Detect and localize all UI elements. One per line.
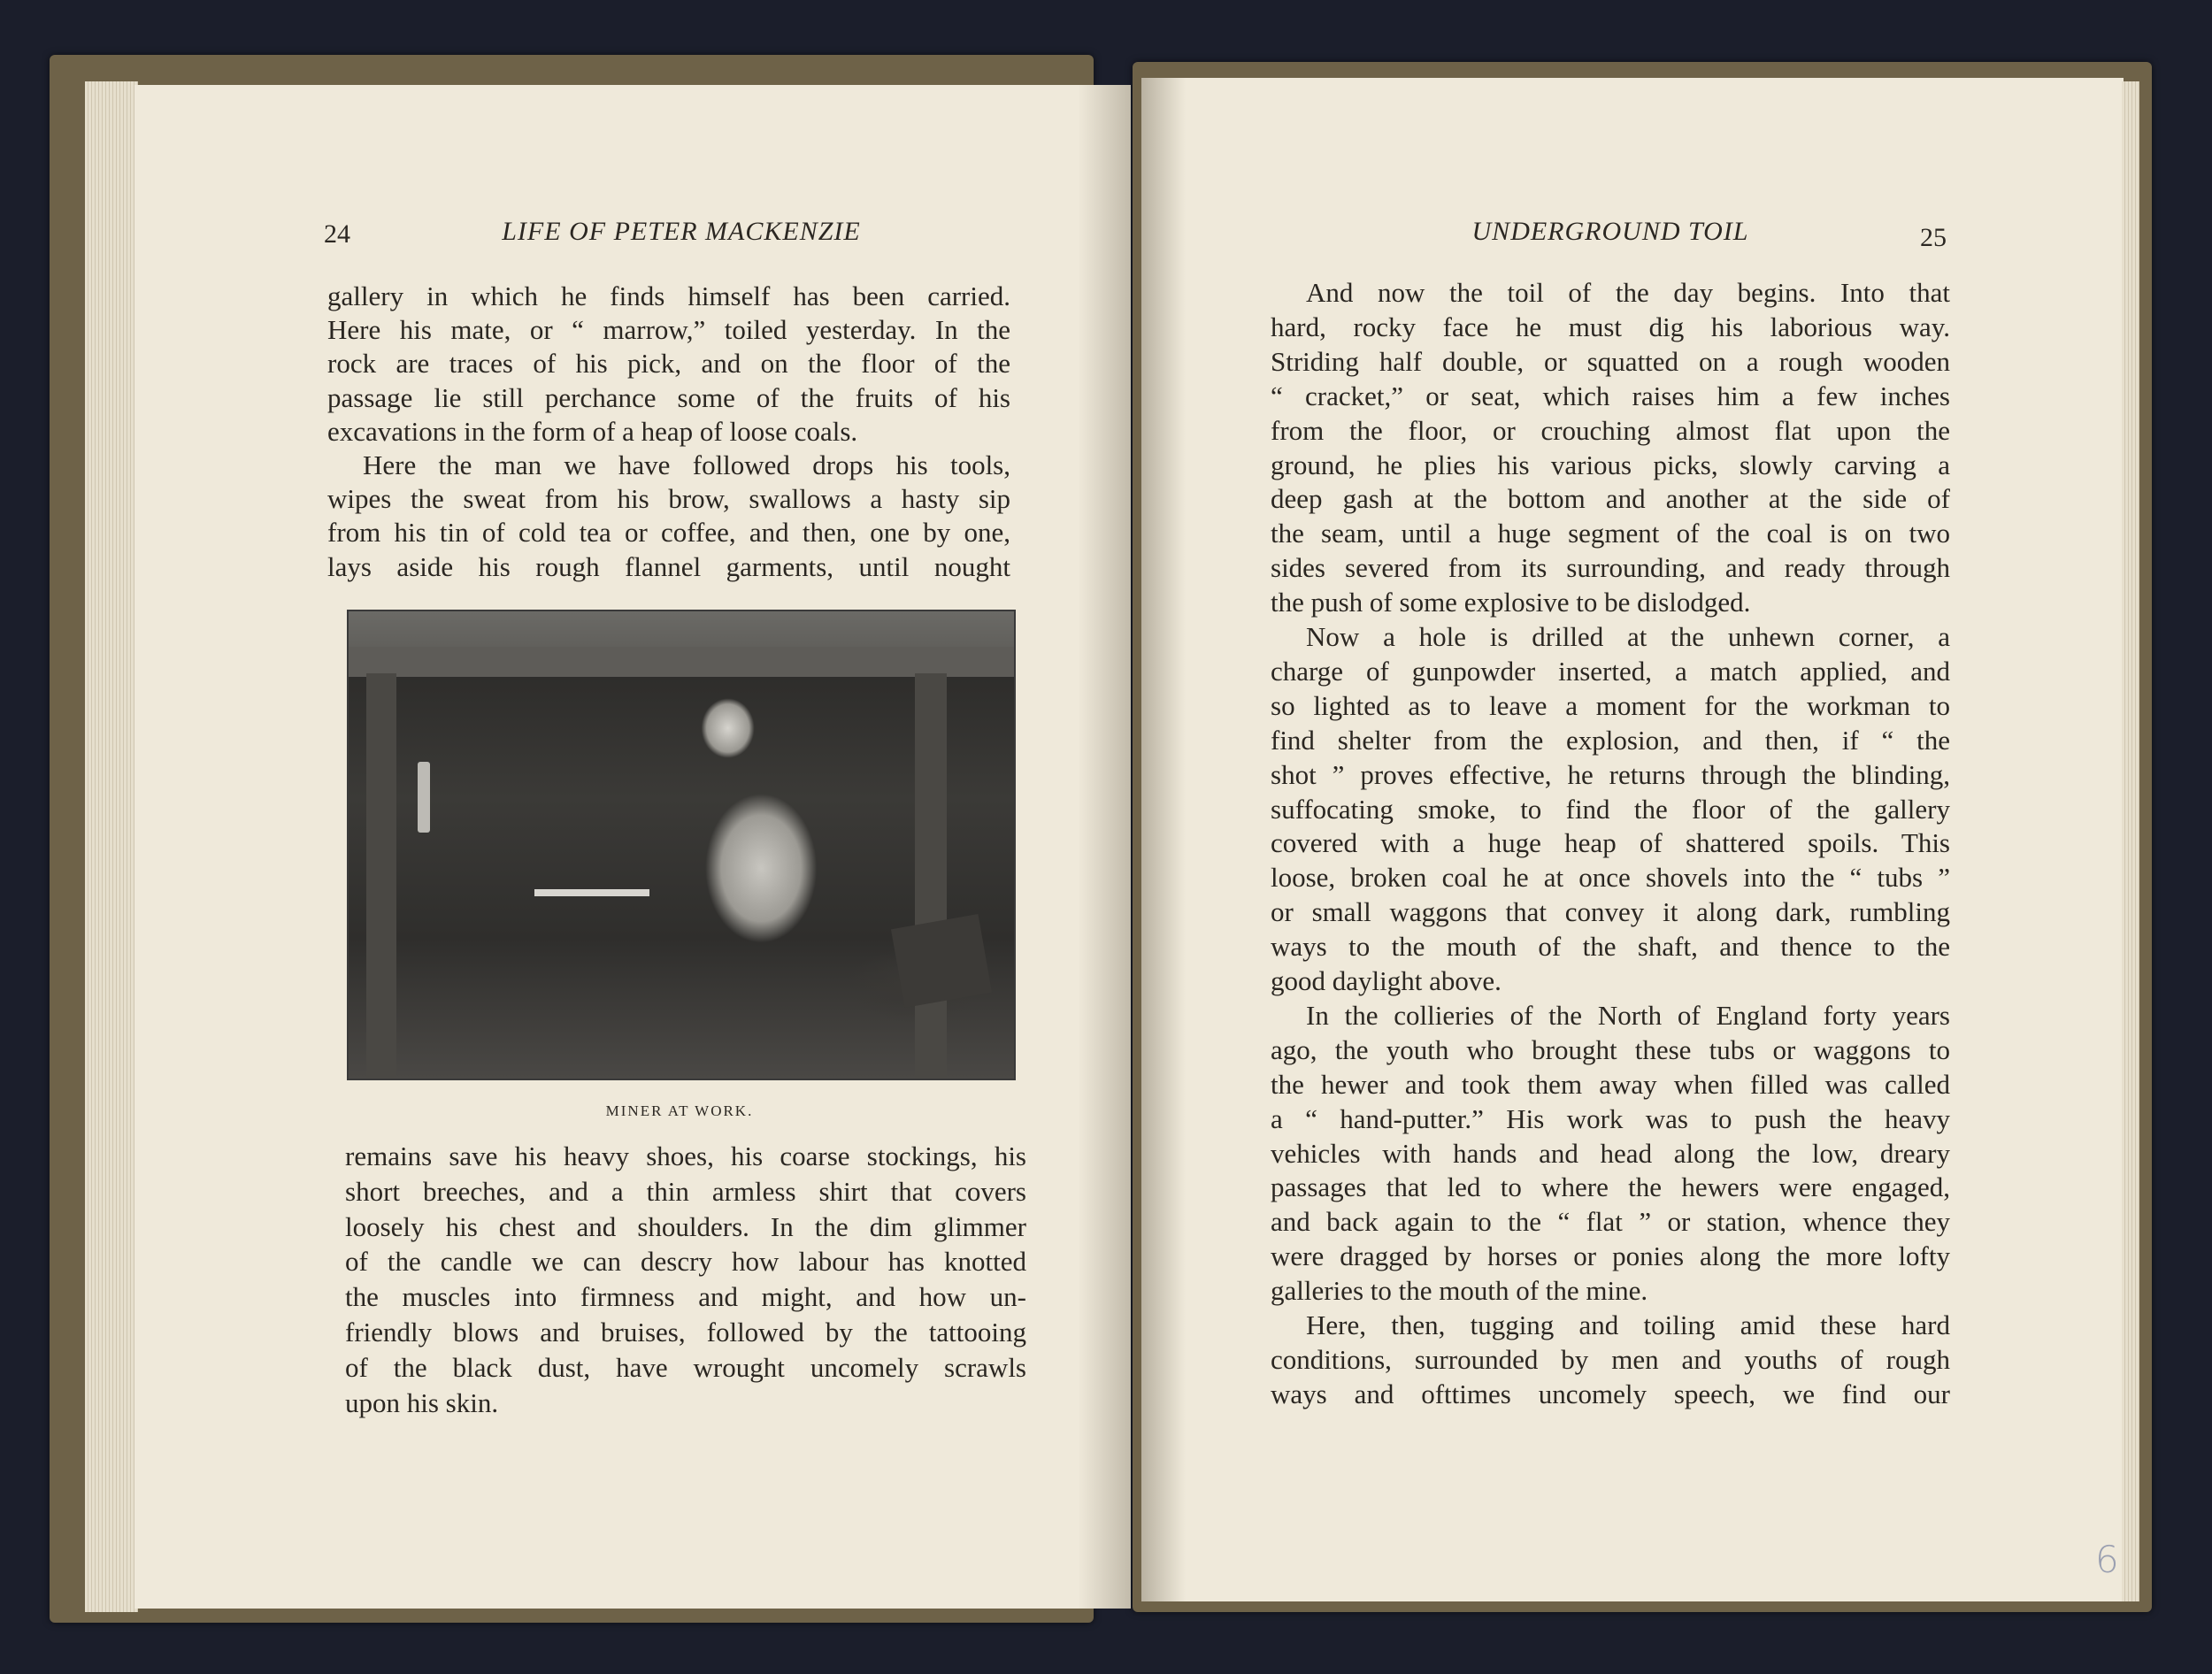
text-line: lays aside his rough flannel garments, until nought xyxy=(327,550,1010,582)
text-line: “ cracket,” or seat, which raises him a few inches xyxy=(1271,380,1950,411)
text-line: gallery in which he finds himself has been carried. xyxy=(327,280,1010,311)
text-line: In the collieries of the North of England forty years xyxy=(1306,999,1950,1031)
text-line: Striding half double, or squatted on a rough wooden xyxy=(1271,345,1950,377)
text-line: passages that led to where the hewers were engaged, xyxy=(1271,1171,1950,1203)
text-line: and back again to the “ flat ” or station, whence they xyxy=(1271,1206,1950,1238)
text-line: the push of some explosive to be dislodged. xyxy=(1271,587,1751,618)
text-line: shot ” proves effective, he returns through the blinding, xyxy=(1271,758,1950,790)
text-line: suffocating smoke, to find the floor of the gallery xyxy=(1271,793,1950,825)
text-line: galleries to the mouth of the mine. xyxy=(1271,1275,1648,1307)
text-line: Here his mate, or “ marrow,” toiled yesterday. In the xyxy=(327,314,1010,346)
lamp xyxy=(418,762,430,833)
text-line: excavations in the form of a heap of loose coals. xyxy=(327,415,858,447)
text-line: charge of gunpowder inserted, a match applied, and xyxy=(1271,655,1950,687)
text-line: Here, then, tugging and toiling amid these hard xyxy=(1306,1309,1950,1340)
timber-prop xyxy=(366,673,396,1080)
miner-at-work-photo xyxy=(347,610,1016,1080)
text-line: friendly blows and bruises, followed by the tattooing xyxy=(345,1317,1026,1348)
text-line: Now a hole is drilled at the unhewn corner, a xyxy=(1306,621,1950,652)
timber-prop xyxy=(915,673,947,1080)
text-line: And now the toil of the day begins. Into that xyxy=(1306,277,1950,308)
text-line: loose, broken coal he at once shovels into the “ tubs ” xyxy=(1271,862,1950,894)
text-line: ways and ofttimes uncomely speech, we find our xyxy=(1271,1378,1950,1409)
text-line: from the floor, or crouching almost flat upon the xyxy=(1271,414,1950,446)
pencil-mark: 6 xyxy=(2095,1538,2119,1581)
figure-caption: MINER AT WORK. xyxy=(605,1102,754,1119)
text-line: deep gash at the bottom and another at the side of xyxy=(1271,483,1950,515)
timber-beam xyxy=(349,647,1014,677)
gutter-shadow xyxy=(1141,78,1186,1601)
text-line: ways to the mouth of the shaft, and thence to the xyxy=(1271,931,1950,963)
text-line: from his tin of cold tea or coffee, and then, one by one, xyxy=(327,517,1010,549)
text-line: conditions, surrounded by men and youths of rough xyxy=(1271,1343,1950,1375)
text-line: loosely his chest and shoulders. In the dim glimmer xyxy=(345,1210,1026,1242)
text-line: find shelter from the explosion, and then, if “ the xyxy=(1271,724,1950,756)
text-line: ago, the youth who brought these tubs or waggons to xyxy=(1271,1033,1950,1065)
text-line: short breeches, and a thin armless shirt that covers xyxy=(345,1175,1026,1207)
page-edges-right xyxy=(2122,81,2139,1601)
text-line: the hewer and took them away when filled was called xyxy=(1271,1068,1950,1100)
page-number-right: 25 xyxy=(1920,223,1947,252)
text-line: so lighted as to leave a moment for the workman to xyxy=(1271,689,1950,721)
text-line: ground, he plies his various picks, slowly carving a xyxy=(1271,449,1950,480)
text-line: of the candle we can descry how labour has knotted xyxy=(345,1246,1026,1278)
text-line: the muscles into firmness and might, and how un- xyxy=(345,1281,1026,1313)
text-line: remains save his heavy shoes, his coarse stockings, his xyxy=(345,1140,1026,1171)
text-line: a “ hand-putter.” His work was to push the heavy xyxy=(1271,1102,1950,1134)
page-edges-left xyxy=(85,81,138,1612)
text-line: or small waggons that convey it along dark, rumbling xyxy=(1271,896,1950,928)
text-line: wipes the sweat from his brow, swallows a hasty sip xyxy=(327,483,1010,515)
text-line: Here the man we have followed drops his tools, xyxy=(363,449,1010,480)
running-head-right: UNDERGROUND TOIL xyxy=(1471,217,1749,246)
pick-handle xyxy=(534,889,649,896)
text-line: sides severed from its surrounding, and ready through xyxy=(1271,552,1950,584)
text-line: good daylight above. xyxy=(1271,965,1502,996)
running-head-left: LIFE OF PETER MACKENZIE xyxy=(502,217,861,246)
text-line: passage lie still perchance some of the fruits of his xyxy=(327,381,1010,413)
text-line: were dragged by horses or ponies along the more lofty xyxy=(1271,1240,1950,1272)
coal-lump xyxy=(891,914,992,1008)
text-line: vehicles with hands and head along the low, dreary xyxy=(1271,1137,1950,1169)
gutter-shadow xyxy=(1078,85,1131,1609)
text-line: hard, rocky face he must dig his laborious way. xyxy=(1271,311,1950,342)
page-number-left: 24 xyxy=(324,219,350,249)
text-line: rock are traces of his pick, and on the floor of the xyxy=(327,348,1010,380)
text-line: covered with a huge heap of shattered spoils. This xyxy=(1271,827,1950,859)
text-line: the seam, until a huge segment of the coal is on two xyxy=(1271,518,1950,549)
text-line: of the black dust, have wrought uncomely scrawls xyxy=(345,1351,1026,1383)
text-line: upon his skin. xyxy=(345,1386,499,1418)
